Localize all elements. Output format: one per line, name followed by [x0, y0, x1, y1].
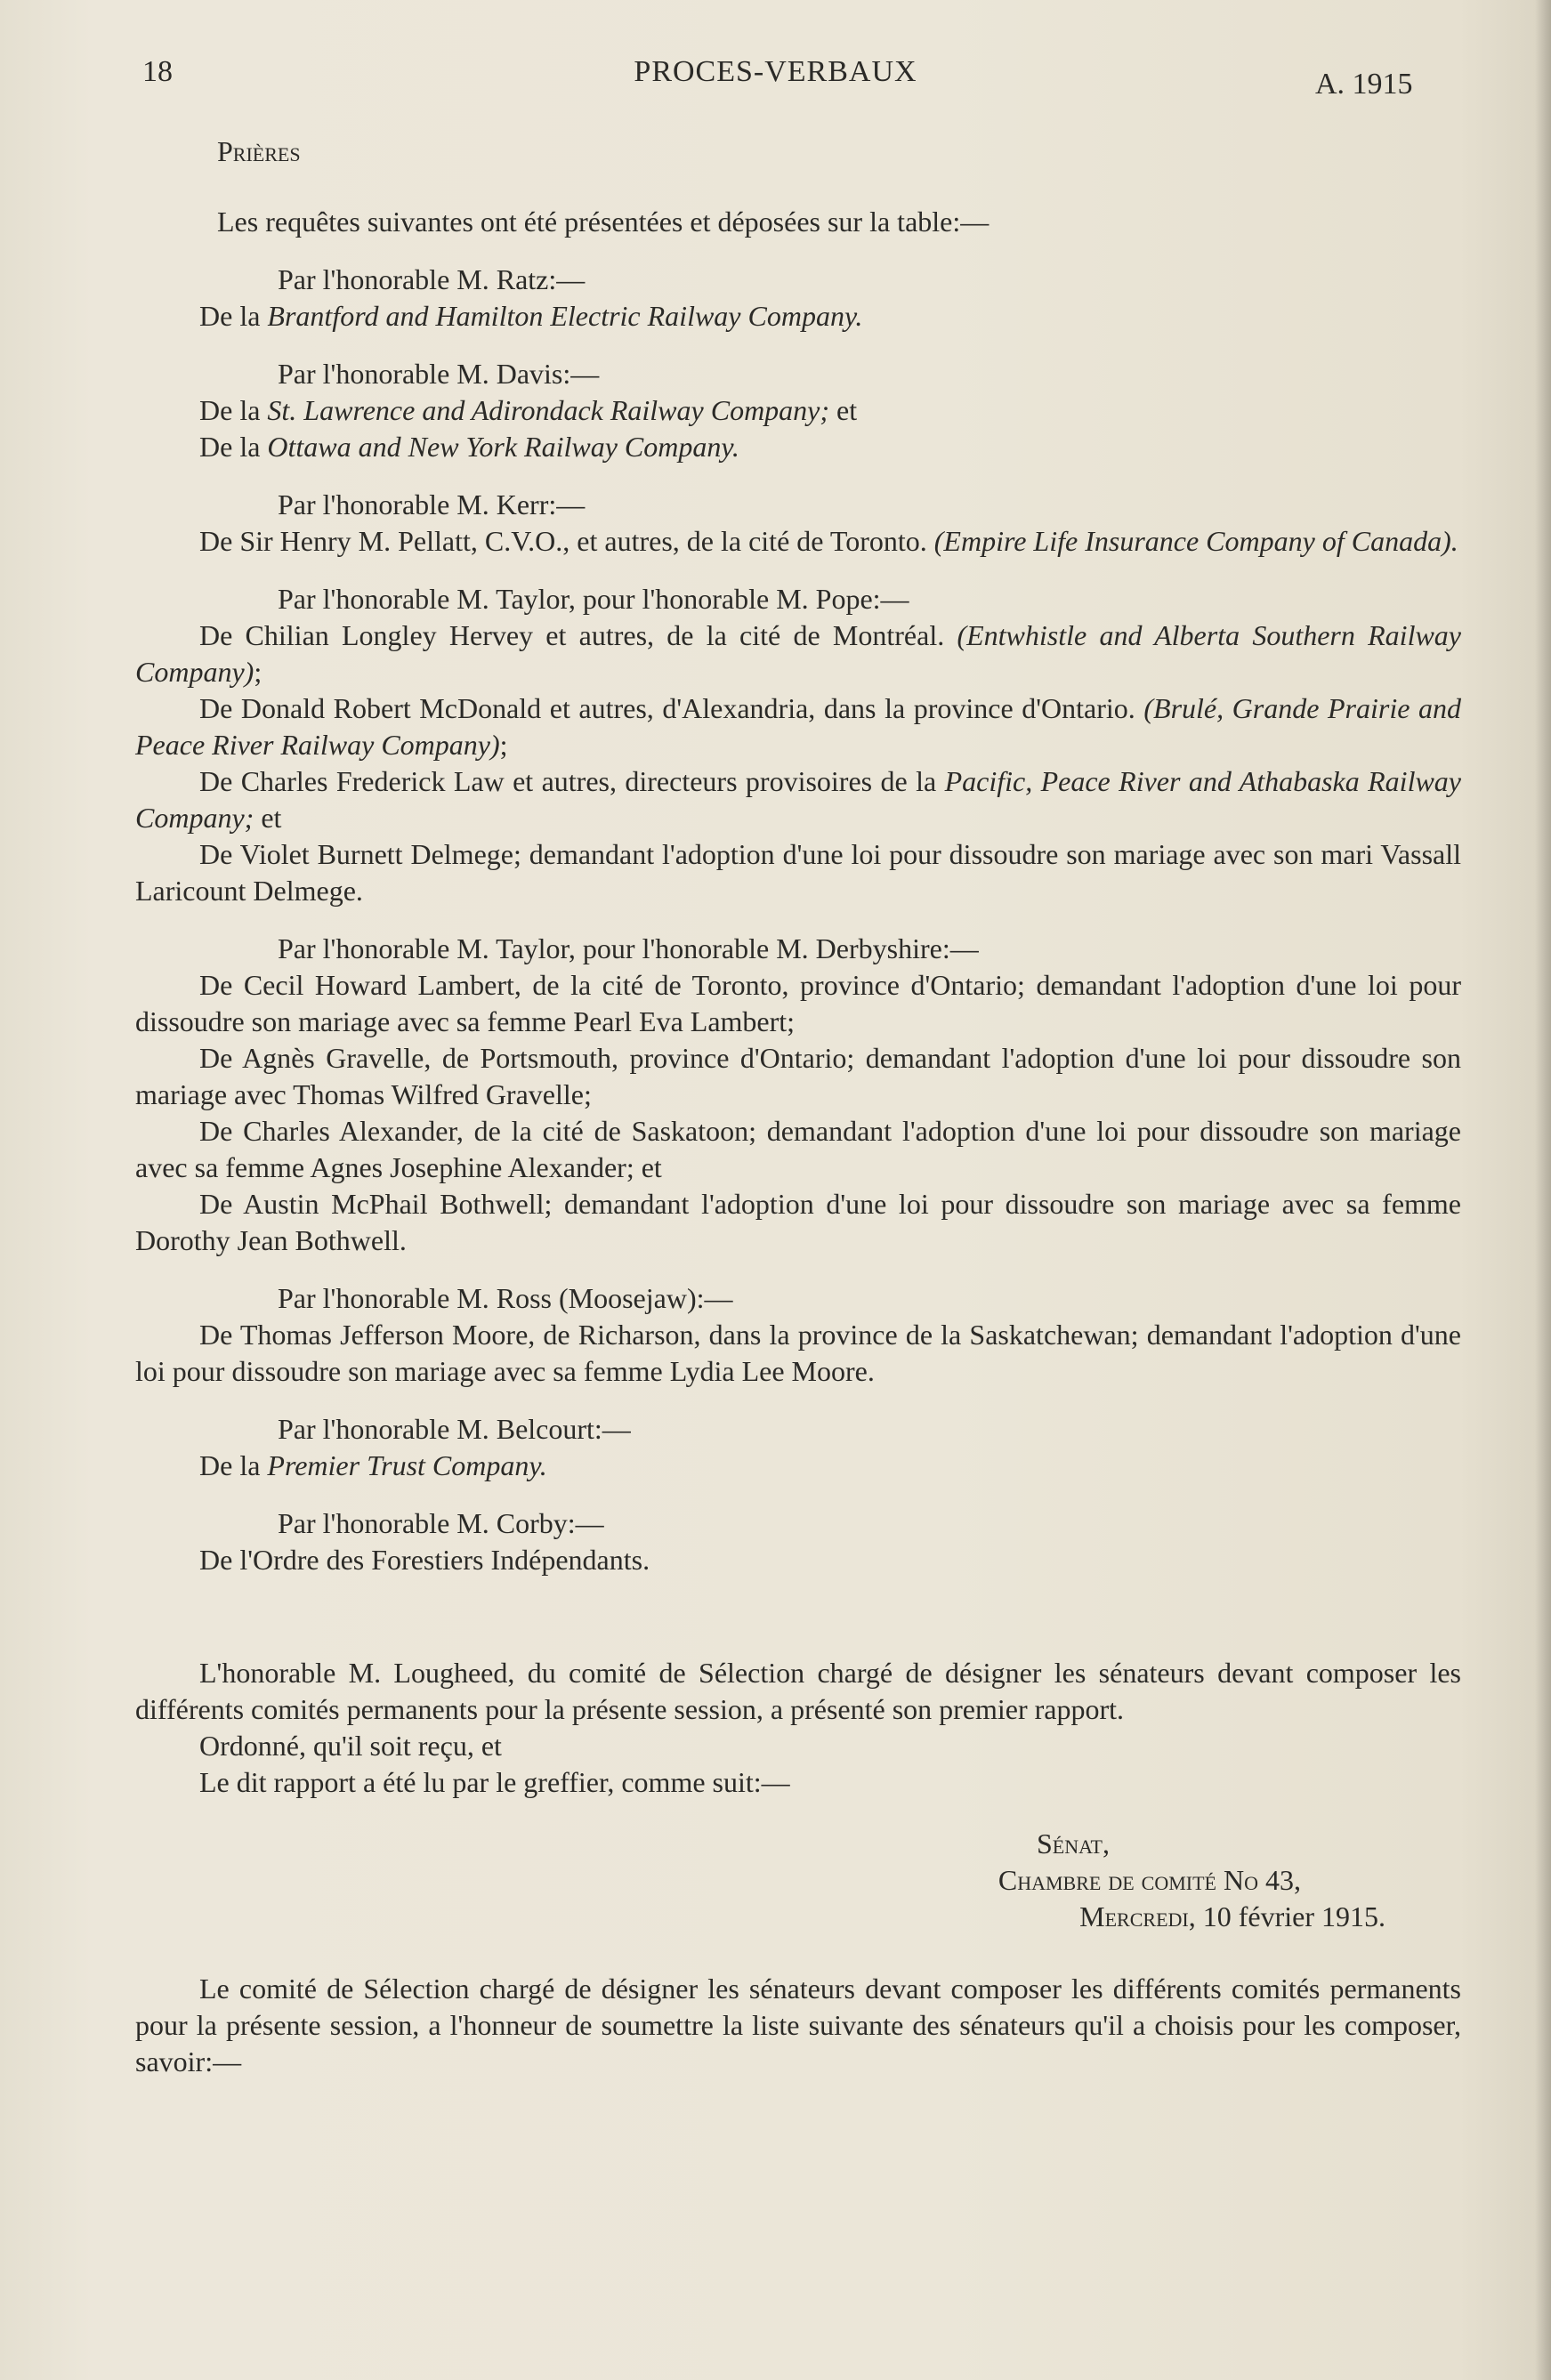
petition-entry-text: De Thomas Jefferson Moore, de Richarson, dans la province de la Saskatchewan; demandant l'adoption d'une loi pour dissoudre son mariage avec sa femme Lydia Lee Moore. — [135, 1319, 1461, 1387]
petition-entry — [135, 690, 1461, 763]
petition-group — [135, 931, 1461, 1259]
petition-group-head: Par l'honorable M. Ross (Moosejaw):— — [278, 1282, 733, 1314]
report-paragraph: L'honorable M. Lougheed, du comité de Sélection chargé de désigner les sénateurs devant composer les différents comités permanents pour la présente session, a présenté son premier rapport. — [135, 1657, 1461, 1725]
petition-entry-text: De Austin McPhail Bothwell; demandant l'adoption d'une loi pour dissoudre son mariage avec sa femme Dorothy Jean Bothwell. — [135, 1188, 1461, 1256]
petition-entry-text: et — [254, 802, 282, 834]
petition-entry — [135, 617, 1461, 690]
ordered-line: Ordonné, qu'il soit reçu, et — [199, 1730, 502, 1762]
page-body — [135, 133, 1461, 2080]
petition-entry-text: ; — [254, 656, 263, 688]
petition-group — [135, 1280, 1461, 1390]
petition-entry-italic: Premier Trust Company. — [267, 1449, 547, 1481]
petition-groups — [135, 262, 1461, 1578]
petition-entry-text: De Agnès Gravelle, de Portsmouth, province d'Ontario; demandant l'adoption d'une loi pour dissoudre son mariage avec Thomas Wilfred Gravelle; — [135, 1042, 1461, 1110]
petition-entry-text: De l'Ordre des Forestiers Indépendants. — [199, 1544, 650, 1576]
petition-entry-italic: St. Lawrence and Adirondack Railway Company; — [267, 394, 830, 426]
petition-entry-text: De Violet Burnett Delmege; demandant l'adoption d'une loi pour dissoudre son mariage avec son mari Vassall Laricount Delmege. — [135, 838, 1461, 907]
petition-entry-text: De Charles Alexander, de la cité de Saskatoon; demandant l'adoption d'une loi pour dissoudre son mariage avec sa femme Agnes Josephine Alexander; et — [135, 1115, 1461, 1183]
signature-senate: Sénat, — [1036, 1827, 1110, 1860]
petition-entry-italic: Brantford and Hamilton Electric Railway Company. — [267, 300, 863, 332]
section-gap — [135, 1600, 1461, 1655]
petition-group — [135, 262, 1461, 335]
petition-entry-text: et — [829, 394, 858, 426]
petition-entry — [135, 763, 1461, 836]
petition-entry — [135, 1186, 1461, 1259]
petition-entry — [135, 1542, 1461, 1578]
intro-line: Les requêtes suivantes ont été présentées et déposées sur la table:— — [217, 206, 990, 238]
petition-entry-text: De Sir Henry M. Pellatt, C.V.O., et autres, de la cité de Toronto. — [199, 525, 934, 557]
petition-entry — [135, 1317, 1461, 1390]
petition-entry-text: De Cecil Howard Lambert, de la cité de Toronto, province d'Ontario; demandant l'adoption d'une loi pour dissoudre son mariage avec sa femme Pearl Eva Lambert; — [135, 969, 1461, 1037]
petition-entry — [135, 523, 1461, 560]
petition-group — [135, 487, 1461, 560]
petition-entry-text: De la — [199, 394, 268, 426]
petition-entry — [135, 967, 1461, 1040]
petition-group-head: Par l'honorable M. Taylor, pour l'honorable M. Pope:— — [278, 583, 909, 615]
read-line: Le dit rapport a été lu par le greffier, comme suit:— — [199, 1766, 790, 1798]
petition-group — [135, 1505, 1461, 1578]
petition-entry — [135, 1448, 1461, 1484]
closing-paragraph: Le comité de Sélection chargé de désigner les sénateurs devant composer les différents comités permanents pour la présente session, a l'honneur de soumettre la liste suivante des sénateurs qu'il a choisis pour les composer, savoir:— — [135, 1973, 1461, 2077]
running-title: PROCES-VERBAUX — [634, 55, 917, 88]
petition-entry-text: De Donald Robert McDonald et autres, d'Alexandria, dans la province d'Ontario. — [199, 692, 1144, 724]
petition-group-head: Par l'honorable M. Corby:— — [278, 1507, 604, 1539]
petition-group-head: Par l'honorable M. Ratz:— — [278, 263, 586, 295]
petition-group — [135, 1411, 1461, 1484]
petition-entry-text: De la — [199, 431, 268, 463]
signature-block — [135, 1826, 1461, 1935]
petition-entry-text: De la — [199, 300, 268, 332]
petition-entry-italic: Pacific, Peace River and Athabaska Railway Company; — [135, 765, 1462, 834]
section-title: Prières — [217, 135, 301, 167]
petition-entry-italic: (Entwhistle and Alberta Southern Railway Company) — [135, 619, 1462, 688]
petition-group-head: Par l'honorable M. Kerr:— — [278, 488, 586, 520]
petition-group-head: Par l'honorable M. Taylor, pour l'honorable M. Derbyshire:— — [278, 932, 979, 964]
page-header — [0, 55, 1551, 109]
petition-group — [135, 356, 1461, 465]
petition-entry — [135, 298, 1461, 335]
petition-entry — [135, 836, 1461, 909]
session-year: A. 1915 — [1315, 68, 1413, 101]
petition-entry-italic: (Empire Life Insurance Company of Canada). — [933, 525, 1458, 557]
petition-entry-italic: (Brulé, Grande Prairie and Peace River Railway Company) — [135, 692, 1462, 761]
petition-group — [135, 581, 1461, 909]
petition-entry — [135, 392, 1461, 429]
petition-entry-italic: Ottawa and New York Railway Company. — [267, 431, 739, 463]
signature-date: 10 février 1915. — [1202, 1900, 1385, 1932]
petition-group-head: Par l'honorable M. Davis:— — [278, 358, 600, 390]
signature-chamber: Chambre de comité No 43, — [998, 1864, 1301, 1896]
petition-entry-text: ; — [499, 729, 508, 761]
petition-entry — [135, 1113, 1461, 1186]
petition-entry-text: De la — [199, 1449, 268, 1481]
signature-date-line — [135, 1899, 1461, 1935]
petition-entry-text: De Charles Frederick Law et autres, directeurs provisoires de la — [199, 765, 945, 797]
petition-entry — [135, 1040, 1461, 1113]
petition-entry-text: De Chilian Longley Hervey et autres, de la cité de Montréal. — [199, 619, 957, 651]
signature-weekday: Mercredi, — [1079, 1900, 1196, 1932]
petition-group-head: Par l'honorable M. Belcourt:— — [278, 1413, 631, 1445]
page-number: 18 — [142, 55, 173, 88]
petition-entry — [135, 429, 1461, 465]
